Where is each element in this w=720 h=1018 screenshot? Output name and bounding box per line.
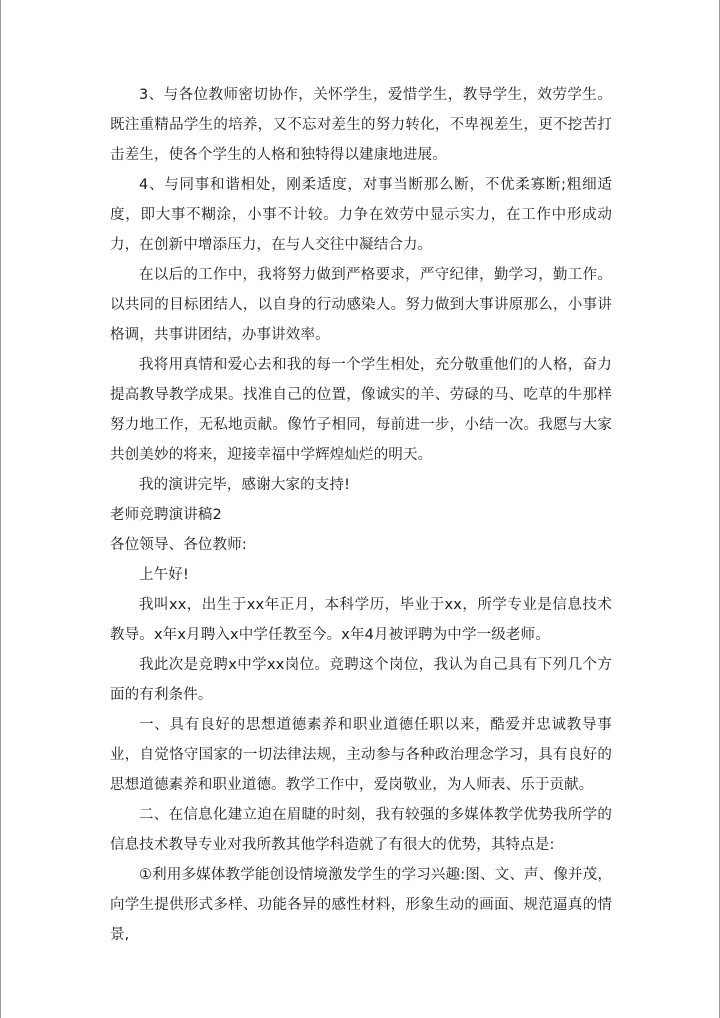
document-body — [110, 80, 612, 950]
paragraph-point-1: 一、具有良好的思想道德素养和职业道德任职以来，酷爱并忠诚教导事业，自觉恪守国家的一切法律法规，主动参与各种政治理念学习，具有良好的思想道德素养和职业道德。教学工作中，爱岗敬业，为人师表、乐于贡献。 — [110, 717, 612, 793]
salutation: 各位领导、各位教师: — [110, 537, 247, 553]
paragraph-intro: 我叫xx，出生于xx年正月，本科学历，毕业于xx，所学专业是信息技术教导。x年x月聘入x中学任教至今。x年4月被评聘为中学一级老师。 — [110, 597, 612, 643]
paragraph-position: 我此次是竞聘x中学xx岗位。竞聘这个岗位，我认为自己具有下列几个方面的有利条件。 — [110, 657, 612, 703]
greeting: 上午好! — [139, 567, 189, 583]
paragraph-closing: 我的演讲完毕，感谢大家的支持! — [139, 477, 351, 493]
paragraph-4: 我将用真情和爱心去和我的每一个学生相处，充分敬重他们的人格，奋力提高教导教学成果。找准自己的位置，像诚实的羊、劳碌的马、吃草的牛那样努力地工作，无私地贡献。像竹子相同，每前进一步，小结一次。我愿与大家共创美妙的将来，迎接幸福中学辉煌灿烂的明天。 — [110, 357, 612, 463]
section-heading: 老师竞聘演讲稿2 — [110, 507, 222, 523]
paragraph-point-2: 二、在信息化建立迫在眉睫的时刻，我有较强的多媒体教学优势我所学的信息技术教导专业对我所教其他学科造就了有很大的优势，其特点是: — [110, 807, 612, 853]
paragraph-1: 3、与各位教师密切协作，关怀学生，爱惜学生，教导学生，效劳学生。既注重精品学生的培养，又不忘对差生的努力转化，不卑视差生，更不挖苦打击差生，使各个学生的人格和独特得以建康地进展。 — [110, 87, 612, 163]
paragraph-point-2-1: ①利用多媒体教学能创设情境激发学生的学习兴趣:图、文、声、像并茂，向学生提供形式多样、功能各异的感性材料，形象生动的画面、规范逼真的情景, — [110, 867, 612, 943]
paragraph-2: 4、与同事和谐相处，刚柔适度，对事当断那么断，不优柔寡断;粗细适度，即大事不糊涂，小事不计较。力争在效劳中显示实力，在工作中形成动力，在创新中增添压力，在与人交往中凝结合力。 — [110, 177, 612, 253]
paragraph-3: 在以后的工作中，我将努力做到严格要求，严守纪律，勤学习，勤工作。以共同的目标团结人，以自身的行动感染人。努力做到大事讲原那么，小事讲格调，共事讲团结，办事讲效率。 — [110, 267, 612, 343]
